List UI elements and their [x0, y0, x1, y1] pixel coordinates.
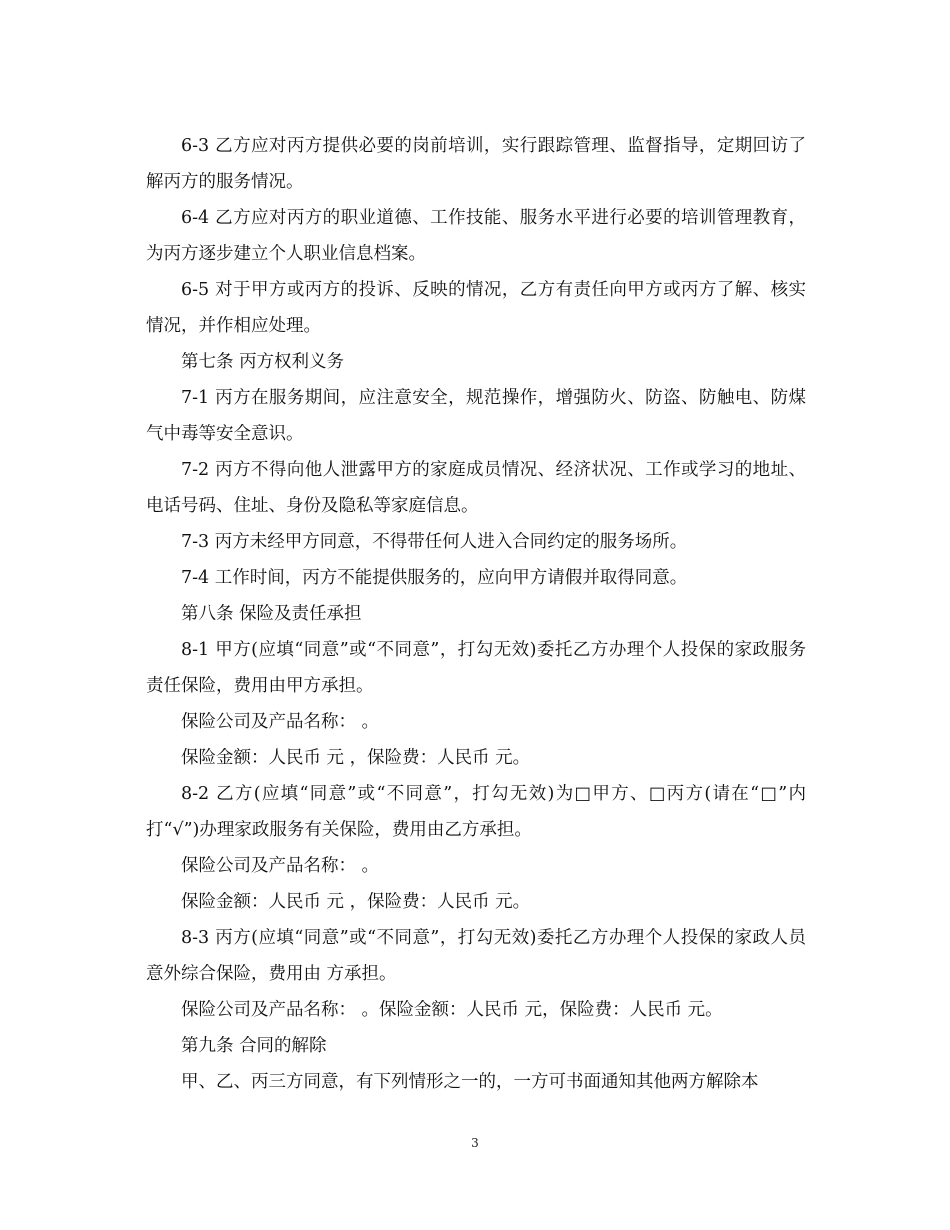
- page-number: 3: [471, 1136, 479, 1150]
- section-heading-7: 第七条 丙方权利义务: [181, 352, 345, 372]
- paragraph-8-3: 8-3 丙方(应填“同意”或“不同意”，打勾无效)委托乙方办理个人投保的家政人员意外综合保险，费用由 方承担。: [146, 928, 806, 984]
- paragraph-7-1: 7-1 丙方在服务期间，应注意安全，规范操作，增强防火、防盗、防触电、防煤气中毒等安全意识。: [146, 388, 806, 444]
- paragraph-6-3: 6-3 乙方应对丙方提供必要的岗前培训，实行跟踪管理、监督指导，定期回访了解丙方的服务情况。: [146, 136, 806, 192]
- paragraph-7-2: 7-2 丙方不得向他人泄露甲方的家庭成员情况、经济状况、工作或学习的地址、电话号码、住址、身份及隐私等家庭信息。: [146, 460, 806, 516]
- paragraph-7-4: 7-4 工作时间，丙方不能提供服务的，应向甲方请假并取得同意。: [181, 568, 688, 588]
- insurance-amount-line-2: 保险金额：人民币 元 ，保险费：人民币 元。: [181, 892, 531, 912]
- paragraph-7-3: 7-3 丙方未经甲方同意，不得带任何人进入合同约定的服务场所。: [181, 532, 688, 552]
- insurance-company-amount-line-3: 保险公司及产品名称： 。保险金额：人民币 元，保险费：人民币 元。: [181, 1000, 723, 1020]
- paragraph-8-2: 8-2 乙方(应填“同意”或“不同意”，打勾无效)为□甲方、□丙方(请在“□”内打“√”)办理家政服务有关保险，费用由乙方承担。: [146, 784, 806, 840]
- paragraph-9-intro: 甲、乙、丙三方同意，有下列情形之一的，一方可书面通知其他两方解除本: [181, 1072, 759, 1092]
- paragraph-6-5: 6-5 对于甲方或丙方的投诉、反映的情况，乙方有责任向甲方或丙方了解、核实情况，并作相应处理。: [146, 280, 806, 336]
- document-body: [146, 128, 806, 1100]
- paragraph-6-4: 6-4 乙方应对丙方的职业道德、工作技能、服务水平进行必要的培训管理教育，为丙方逐步建立个人职业信息档案。: [146, 208, 806, 264]
- insurance-amount-line-1: 保险金额：人民币 元 ，保险费：人民币 元。: [181, 748, 531, 768]
- section-heading-8: 第八条 保险及责任承担: [181, 604, 362, 624]
- insurance-company-line-1: 保险公司及产品名称： 。: [181, 712, 380, 732]
- section-heading-9: 第九条 合同的解除: [181, 1036, 327, 1056]
- paragraph-8-1: 8-1 甲方(应填“同意”或“不同意”，打勾无效)委托乙方办理个人投保的家政服务责任保险，费用由甲方承担。: [146, 640, 806, 696]
- insurance-company-line-2: 保险公司及产品名称： 。: [181, 856, 380, 876]
